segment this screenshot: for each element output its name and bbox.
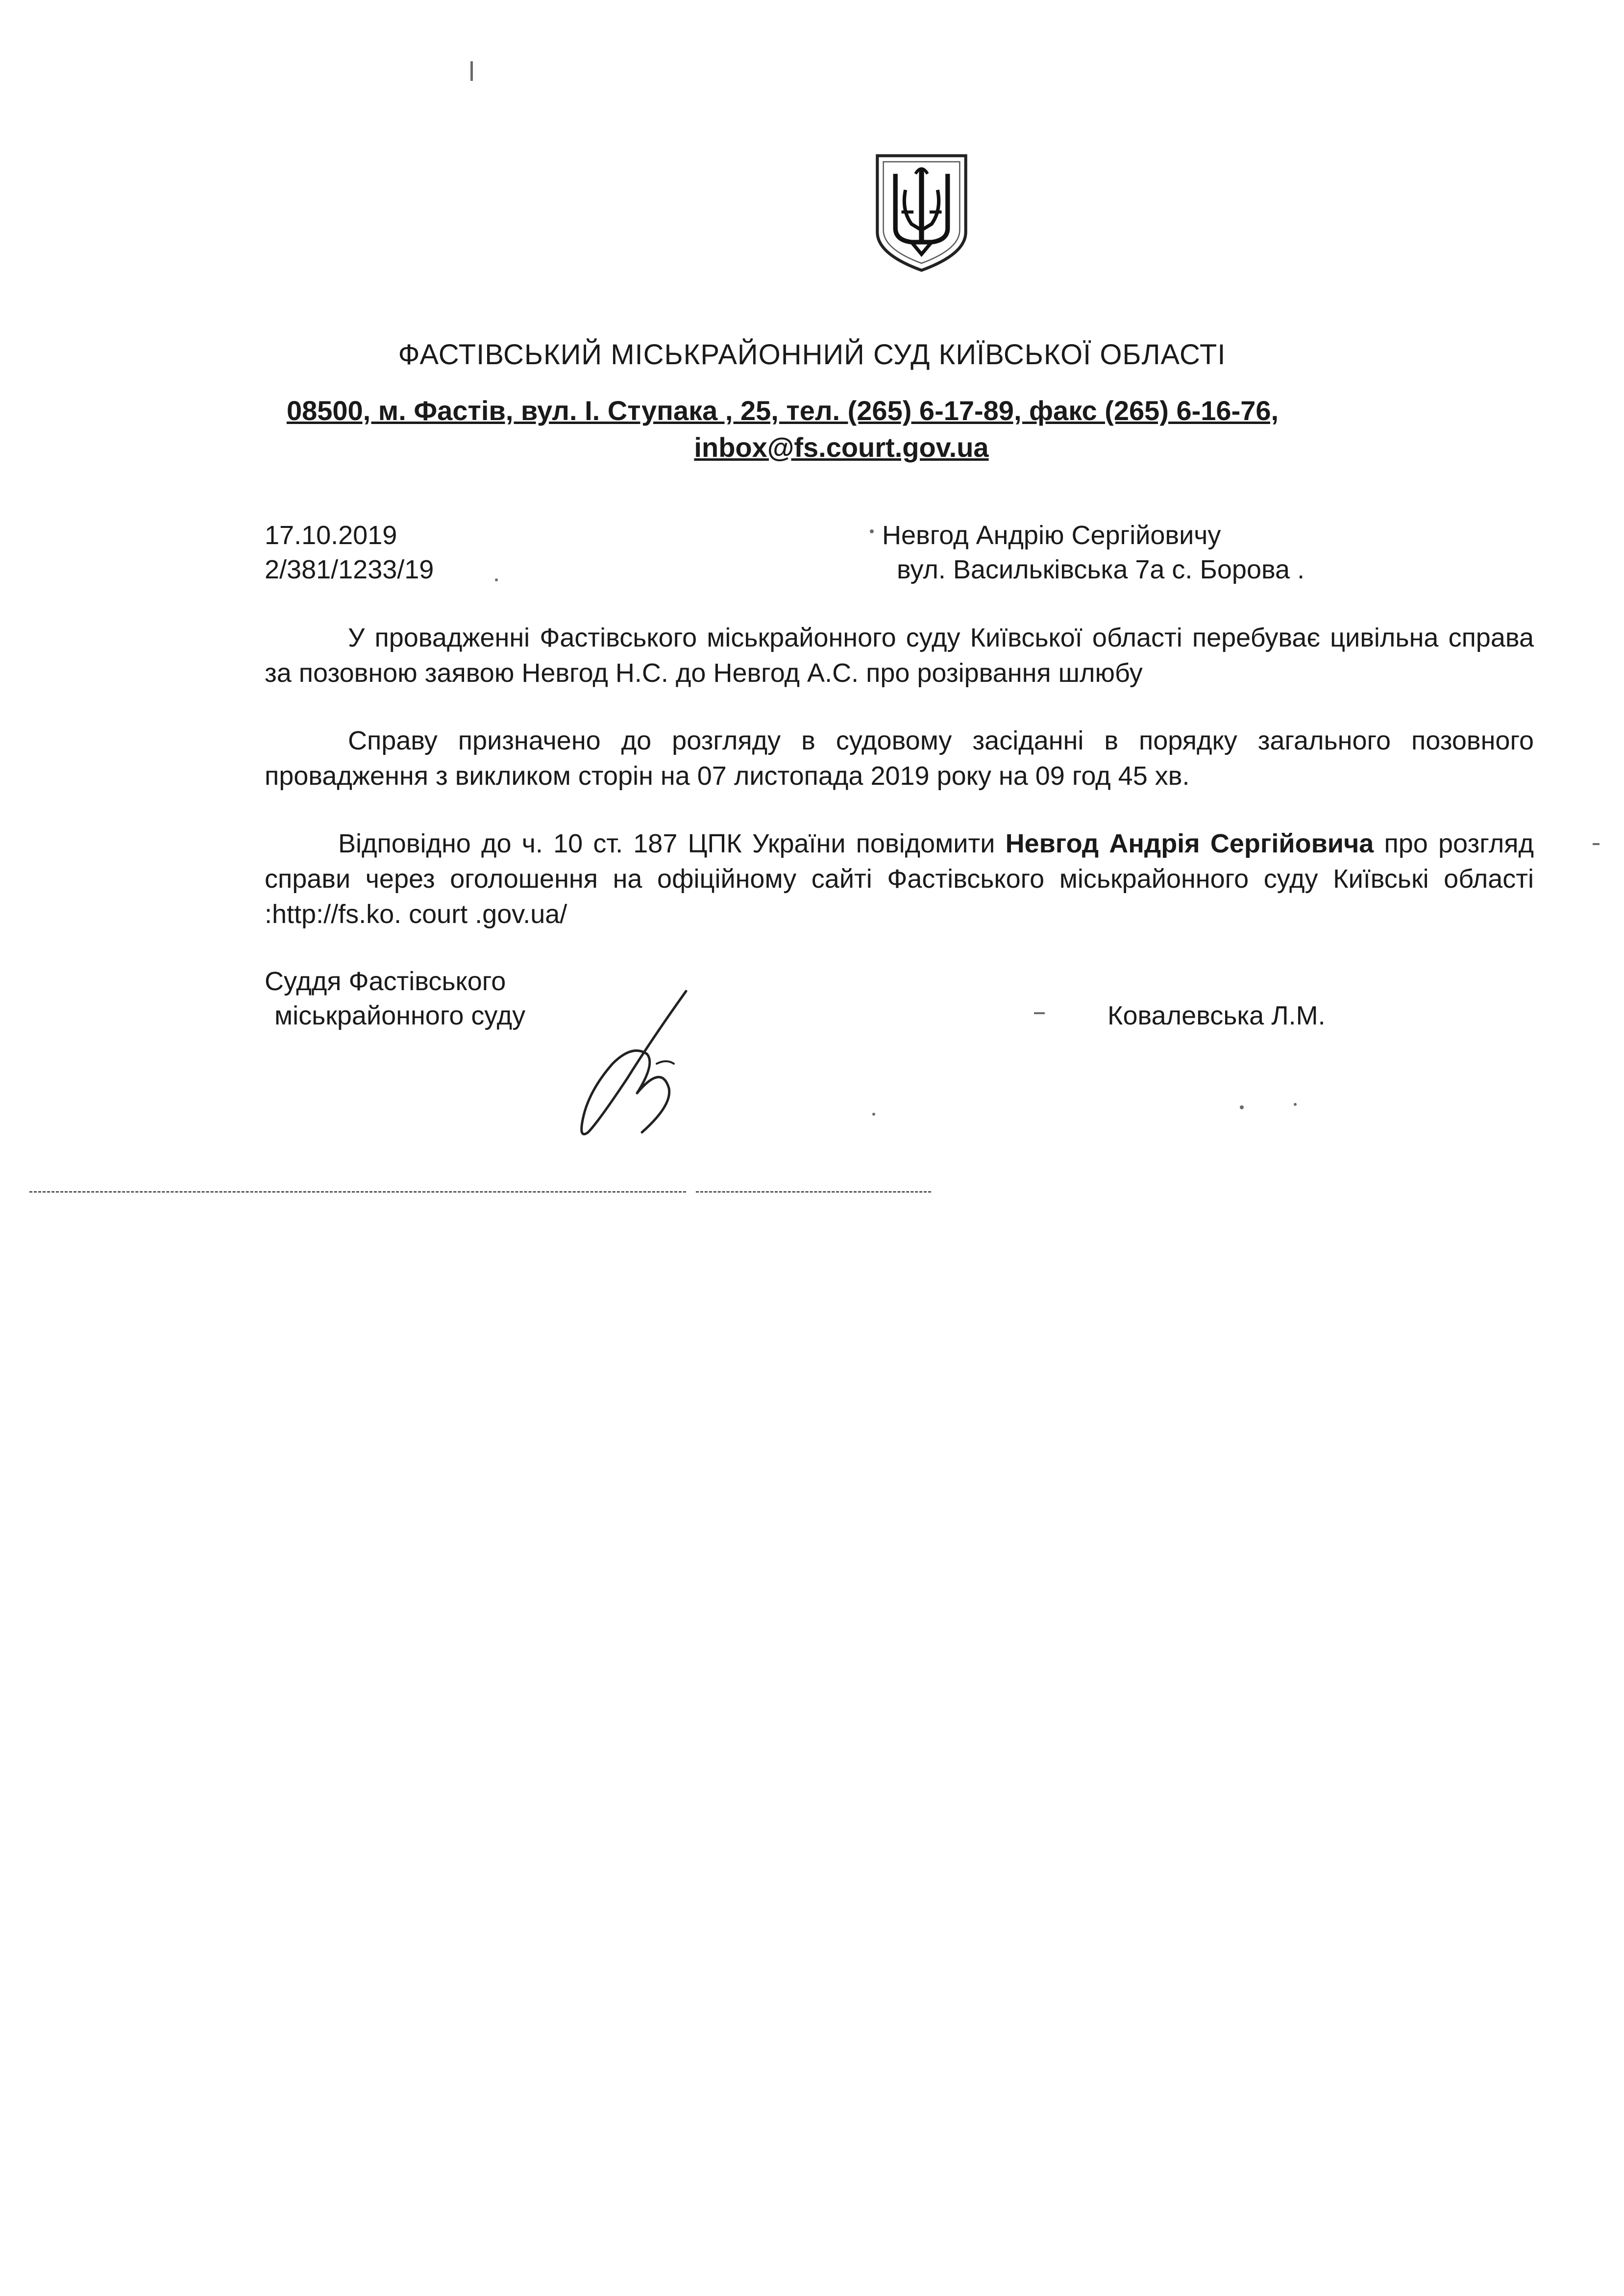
court-email: inbox@fs.court.gov.ua: [694, 432, 989, 463]
scan-speck: [1240, 1105, 1244, 1109]
paragraph-notice: [265, 826, 1534, 932]
court-address: 08500, м. Фастів, вул. І. Ступака , 25, тел. (265) 6-17-89, факс (265) 6-16-76,: [286, 395, 1279, 426]
notice-text-end: про розгляд справи через оголошення на офіційному сайті Фастівського міськрайонного суду Київські області :http://fs.ko. court .gov.ua/: [265, 829, 1534, 929]
handwritten-signature: [568, 985, 711, 1142]
scan-separator-right: [696, 1191, 931, 1193]
case-number: 2/381/1233/19: [265, 555, 434, 584]
scan-speck: [870, 529, 874, 533]
scan-speck: [495, 578, 498, 581]
judge-title-line1: Суддя Фастівського: [265, 967, 506, 996]
court-name: ФАСТІВСЬКИЙ МІСЬКРАЙОННИЙ СУД КИЇВСЬКОЇ ОБЛАСТІ: [398, 339, 1226, 371]
scan-mark: [1593, 843, 1599, 845]
scan-separator-left: [29, 1191, 686, 1193]
scan-speck: [1294, 1103, 1297, 1106]
paragraph-case-info: У провадженні Фастівського міськрайонного суду Київської області перебуває цивільна справа за позовною заявою Невгод Н.С. до Невгод А.С. про розірвання шлюбу: [265, 623, 1534, 688]
coat-of-arms-icon: [871, 150, 972, 275]
document-date: 17.10.2019: [265, 521, 397, 550]
defendant-name: Невгод Андрія Сергійовича: [1005, 829, 1374, 858]
judge-title-line2: міськрайонного суду: [274, 1001, 526, 1030]
judge-name: Ковалевська Л.М.: [1107, 1001, 1326, 1030]
recipient-name: Невгод Андрію Сергійовичу: [882, 521, 1221, 550]
paragraph-hearing: Справу призначено до розгляду в судовому засіданні в порядку загального позовного провадження з викликом сторін на 07 листопада 2019 року на 09 год 45 хв.: [265, 726, 1534, 791]
scan-mark: [470, 61, 473, 81]
recipient-address: вул. Васильківська 7а с. Борова .: [897, 555, 1305, 584]
scan-speck: [872, 1113, 875, 1116]
notice-text-start: Відповідно до ч. 10 ст. 187 ЦПК України повідомити: [338, 829, 1006, 858]
scan-mark: [1034, 1012, 1045, 1014]
